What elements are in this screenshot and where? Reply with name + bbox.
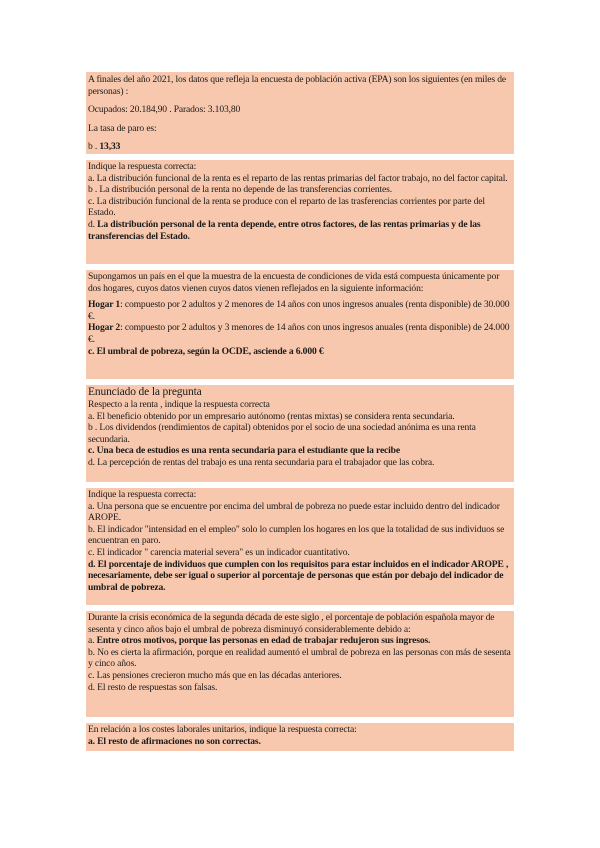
question-block-arope (86, 488, 514, 605)
hogar-1-label: Hogar 1 (88, 299, 121, 311)
option-a: a. Una persona que se encuentre por encima del umbral de pobreza no puede estar incluido dentro del indicador AROPE. (88, 500, 500, 524)
answer-line: c. El umbral de pobreza, según la OCDE, asciende a 6.000 € (88, 345, 324, 357)
answer-option-d (88, 219, 512, 242)
option-a: a. La distribución funcional de la renta es el reparto de las rentas primarias del factor trabajo, no del factor capital. (88, 172, 508, 184)
option-b: b . Los dividendos (rendimientos de capital) obtenidos por el socio de una sociedad anónima es una renta secundaria. (88, 422, 476, 445)
answer-option-a (88, 635, 512, 647)
option-a: a. El beneficio obtenido por un empresario autónomo (rentas mixtas) se considera renta secundaria. (88, 410, 455, 422)
hogar-2 (88, 322, 512, 345)
hogar-2-label: Hogar 2 (88, 322, 121, 334)
option-b: b . La distribución personal de la renta no depende de las transferencias corrientes. (88, 184, 392, 196)
question-block-income-distribution (86, 160, 514, 264)
answer-prefix: b . (88, 141, 98, 153)
answer-line (88, 141, 512, 153)
question-block-elderly-poverty (86, 611, 514, 717)
question-block-poverty-threshold (86, 270, 514, 379)
question-text: A finales del año 2021, los datos que refleja la encuesta de población activa (EPA) son los siguientes (en miles de personas) : (88, 74, 506, 97)
question-intro: Supongamos un país en el que la muestra de la encuesta de condiciones de vida está compuesta únicamente por dos hogares, cuyos datos vienen cuyos datos vienen reflejados en la siguiente información: (88, 271, 500, 294)
option-d: d. La percepción de rentas del trabajo es una renta secundaria para el trabajador que las cobra. (88, 456, 435, 468)
question-block-secondary-income (86, 385, 514, 482)
question-block-labor-costs (86, 723, 514, 751)
question-heading: Enunciado de la pregunta (88, 386, 202, 398)
option-d: d. El resto de respuestas son falsas. (88, 681, 218, 693)
option-c: c. La distribución funcional de la renta se produce con el reparto de las trasferencias corrientes por parte del Estado. (88, 195, 485, 219)
document-page (86, 72, 514, 757)
answer-option-a: a. El resto de afirmaciones no son correctas. (88, 735, 261, 747)
question-prompt: La tasa de paro es: (88, 122, 157, 134)
question-intro: Indique la respuesta correcta: (88, 161, 197, 172)
hogar-2-text: : compuesto por 2 adultos y 3 menores de 14 años con unos ingresos anuales (renta disponible) de 24.000 €. (88, 322, 510, 345)
question-intro: En relación a los costes laborales unitarios, indique la respuesta correcta: (88, 724, 357, 735)
answer-option-c: c. Una beca de estudios es una renta secundaria para el estudiante que la recibe (88, 445, 400, 457)
answer-text: Entre otros motivos, porque las personas en edad de trabajar redujeron sus ingresos. (96, 635, 431, 647)
question-intro: Indique la respuesta correcta: (88, 489, 197, 500)
option-b: b. El indicador "intensidad en el empleo" solo lo cumplen los hogares en los que la totalidad de sus individuos se encuentran en paro. (88, 523, 505, 547)
answer-text: La distribución personal de la renta depende, entre otros factores, de las rentas primarias y de las transferencias del Estado. (88, 218, 481, 242)
answer-prefix: d. (88, 218, 95, 230)
question-intro: Respecto a la renta , indique la respuesta correcta (88, 399, 270, 410)
question-intro: Durante la crisis económica de la segunda década de este siglo , el porcentaje de población española mayor de sesenta y cinco años bajo el umbral de pobreza disminuyó considerablemente debido a: (88, 612, 495, 635)
hogar-1 (88, 299, 512, 322)
option-c: c. Las pensiones crecieron mucho más que en las décadas anteriores. (88, 669, 342, 681)
answer-prefix: a. (88, 635, 95, 647)
answer-option-d: d. El porcentaje de individuos que cumplen con los requisitos para estar incluidos en el indicador AROPE , necesariamente, debe ser igual o superior al porcentaje de personas que están por debajo del indicador de umbral de pobreza. (88, 558, 509, 593)
option-c: c. El indicador " carencia material severa" es un indicador cuantitativo. (88, 546, 350, 558)
hogar-1-text: : compuesto por 2 adultos y 2 menores de 14 años con unos ingresos anuales (renta disponible) de 30.000 €. (88, 299, 510, 322)
option-b: b. No es cierta la afirmación, porque en realidad aumentó el umbral de pobreza en las personas con más de sesenta y cinco años. (88, 646, 511, 670)
data-line: Ocupados: 20.184,90 . Parados: 3.103,80 (88, 104, 241, 116)
question-block-unemployment-rate (86, 72, 514, 154)
answer-value: 13,33 (99, 141, 121, 153)
